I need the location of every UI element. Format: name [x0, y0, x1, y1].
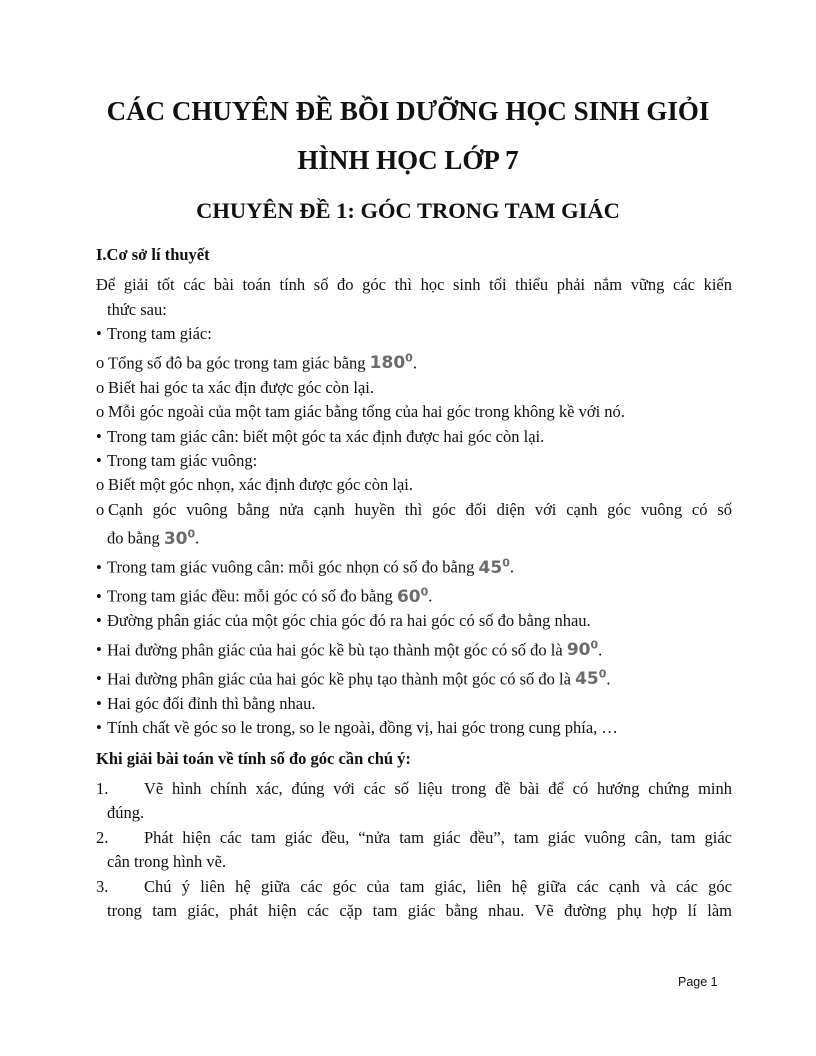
item-number: 3.: [96, 876, 109, 896]
angle-value: $90^0$: [566, 638, 599, 661]
bullet-text: Tính chất về góc so le trong, so le ngoài, đồng vị, hai góc trong cung phía, …: [107, 718, 618, 738]
bullet-marker: •: [96, 324, 102, 344]
bullet-marker: •: [96, 426, 102, 446]
bullet-text: Hai đường phân giác của hai góc kề bù tạo thành một góc có số đo là: [107, 640, 567, 660]
numbered-item-continuation: đúng.: [107, 803, 145, 823]
bullet-text: Trong tam giác vuông cân: mỗi góc nhọn có số đo bằng: [107, 557, 479, 577]
sub-bullet-continuation: đo bằng $30^0$.: [107, 527, 200, 549]
section-heading: I.Cơ sở lí thuyết: [96, 245, 210, 264]
bullet-item: • Hai đường phân giác của hai góc kề bù tạo thành một góc có số đo là $90^0$.: [96, 634, 732, 663]
sub-bullet-marker: o: [96, 402, 105, 422]
sub-bullet-item: o Tổng số đô ba góc trong tam giác bằng $180^0$.: [96, 347, 732, 376]
sub-bullet-item: [96, 498, 732, 522]
bullet-text: Trong tam giác:: [107, 324, 212, 344]
bullet-text: Trong tam giác đều: mỗi góc có số đo bằng: [107, 586, 397, 606]
sub-bullet-item: [96, 400, 732, 424]
bullet-marker: •: [96, 450, 102, 470]
bullet-marker: •: [96, 586, 102, 606]
bullet-text: Tổng số đô ba góc trong tam giác bằng: [108, 353, 370, 373]
bullet-marker: •: [96, 611, 102, 631]
bullet-item: [96, 692, 732, 716]
item-text: Chú ý liên hệ giữa các góc của tam giác, liên hệ giữa các cạnh và các góc: [144, 876, 732, 896]
sub-bullet-marker: o: [96, 353, 105, 373]
bullet-item: [96, 449, 732, 473]
bullet-text: Hai góc đối đỉnh thì bằng nhau.: [107, 693, 316, 713]
notes-heading: Khi giải bài toán về tính số đo góc cần chú ý:: [96, 748, 411, 768]
page-number: Page 1: [678, 975, 718, 989]
bullet-text: Trong tam giác vuông:: [107, 450, 258, 470]
bullet-marker: •: [96, 640, 102, 660]
bullet-item: • Trong tam giác vuông cân: mỗi góc nhọn có số đo bằng $45^0$.: [96, 551, 732, 580]
numbered-item-continuation: trong tam giác, phát hiện các cặp tam giác bằng nhau. Vẽ đường phụ hợp lí làm: [107, 901, 732, 921]
bullet-text: Hai đường phân giác của hai góc kề phụ tạo thành một góc có số đo là: [107, 669, 576, 689]
numbered-item: [96, 777, 732, 801]
numbered-item-continuation: cân trong hình vẽ.: [107, 852, 227, 872]
bullet-marker: •: [96, 718, 102, 738]
bullet-item: • Hai đường phân giác của hai góc kề phụ tạo thành một góc có số đo là $45^0$.: [96, 663, 732, 692]
item-text: Vẽ hình chính xác, đúng với các số liệu trong đề bài để có hướng chứng minh: [144, 779, 732, 799]
angle-value: $30^0$: [163, 527, 196, 549]
sub-bullet-item: [96, 376, 732, 400]
bullet-text: Đường phân giác của một góc chia góc đó ra hai góc có số đo bằng nhau.: [107, 611, 591, 631]
bullet-text: Mỗi góc ngoài của một tam giác bằng tổng của hai góc trong không kề với nó.: [108, 402, 625, 422]
item-number: 2.: [96, 827, 109, 847]
bullet-text: Biết một góc nhọn, xác định được góc còn lại.: [108, 475, 413, 495]
bullet-item: • Trong tam giác đều: mỗi góc có số đo bằng $60^0$.: [96, 580, 732, 609]
sub-bullet-marker: o: [96, 377, 105, 397]
document-title: CÁC CHUYÊN ĐỀ BỒI DƯỠNG HỌC SINH GIỎI: [106, 96, 710, 126]
bullet-item: [96, 425, 732, 449]
item-number: 1.: [96, 779, 109, 799]
angle-value: $45^0$: [478, 556, 510, 578]
bullet-text: Trong tam giác cân: biết một góc ta xác định được hai góc còn lại.: [107, 426, 545, 446]
item-text: Phát hiện các tam giác đều, “nửa tam giác đều”, tam giác vuông cân, tam giác: [144, 827, 732, 847]
chapter-title: CHUYÊN ĐỀ 1: GÓC TRONG TAM GIÁC: [196, 198, 620, 223]
document-body: [96, 243, 732, 924]
numbered-item: [96, 875, 732, 899]
intro-line: Để giải tốt các bài toán tính số đo góc thì học sinh tối thiểu phải nắm vững các kiến: [96, 275, 732, 295]
sub-bullet-item: [96, 473, 732, 497]
bullet-item: [96, 716, 732, 740]
bullet-marker: •: [96, 557, 102, 577]
sub-bullet-marker: o: [96, 475, 105, 495]
bullet-item: [96, 322, 732, 346]
numbered-item: [96, 826, 732, 850]
bullet-marker: •: [96, 669, 102, 689]
sub-bullet-marker: o: [96, 499, 105, 519]
bullet-text: Cạnh góc vuông bằng nửa cạnh huyền thì góc đối diện với cạnh góc vuông có số: [108, 499, 732, 519]
angle-value: $60^0$: [396, 585, 429, 607]
bullet-text: Biết hai góc ta xác địn được góc còn lại.: [108, 377, 374, 397]
angle-value: $45^0$: [575, 667, 607, 690]
document-subtitle: HÌNH HỌC LỚP 7: [297, 145, 519, 175]
bullet-marker: •: [96, 693, 102, 713]
angle-value: $180^0$: [369, 351, 413, 374]
intro-line: thức sau:: [107, 299, 167, 319]
bullet-item: [96, 609, 732, 633]
